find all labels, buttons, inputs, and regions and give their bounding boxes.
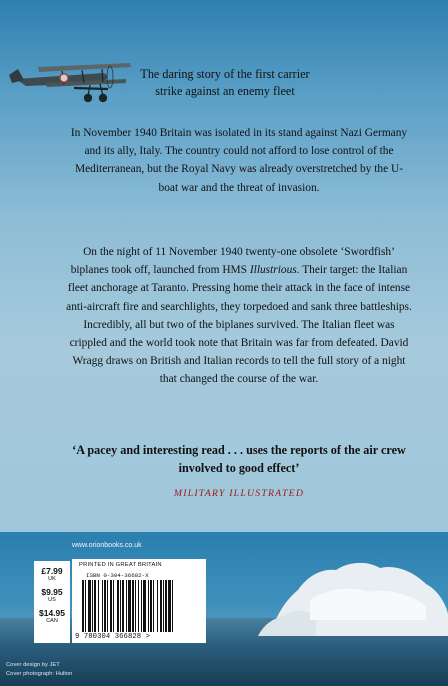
- review-quote: ‘A pacey and interesting read . . . uses the reports of the air crew involved to good effect’: [72, 443, 406, 475]
- tagline: The daring story of the first carrier strike against an enemy fleet: [140, 67, 310, 98]
- barcode-number: 9 780304 366828 >: [75, 633, 151, 641]
- blurb-paragraph-1: In November 1940 Britain was isolated in its stand against Nazi Germany and its ally, Italy. The country could not afford to lose control of the Mediterranean, but the Royal Navy was already overstretched by the U-boat war and the threat of invasion.: [70, 127, 408, 194]
- barcode-box: [72, 559, 206, 643]
- cover-photo-credit: Cover photograph: Hulton: [6, 671, 73, 677]
- explosion-splash-image: [250, 560, 448, 636]
- currency-can: CAN: [46, 618, 58, 624]
- cover-design-credit: Cover design by JET: [6, 662, 60, 668]
- biplane-illustration: [4, 52, 136, 110]
- printed-in: PRINTED IN GREAT BRITAIN: [79, 562, 162, 568]
- price-us: $9.95: [41, 587, 63, 597]
- price-uk: £7.99: [41, 566, 63, 576]
- publisher-url[interactable]: www.orionbooks.co.uk: [72, 542, 142, 549]
- blurb-paragraph-2: [66, 243, 412, 389]
- review-source: MILITARY ILLUSTRATED: [173, 488, 305, 499]
- price-box: [34, 561, 70, 643]
- blurb-text-after: Their target: the Italian fleet anchorage at Taranto. Pressing home their attack in the face of intense anti-aircraft fire and searchlights, they torpedoed and sank three battleships. Incredibly, all but two of the biplanes survived. The Italian fleet was crippled and the world took note that Britain was far from defeated. David Wragg draws on British and Italian records to tell the full story of a night that changed the course of the war.: [66, 264, 412, 386]
- barcode-icon: [82, 580, 200, 632]
- currency-us: US: [48, 597, 56, 603]
- currency-uk: UK: [48, 576, 56, 582]
- isbn: ISBN 0-304-36682-X: [86, 572, 149, 579]
- blurb-text-before: On the night of 11 November 1940 twenty-one obsolete ‘Swordfish’ biplanes took off, launched from HMS: [70, 246, 395, 277]
- price-can: $14.95: [39, 608, 65, 618]
- cover-credits: [6, 661, 72, 679]
- ship-name: Illustrious.: [249, 264, 300, 277]
